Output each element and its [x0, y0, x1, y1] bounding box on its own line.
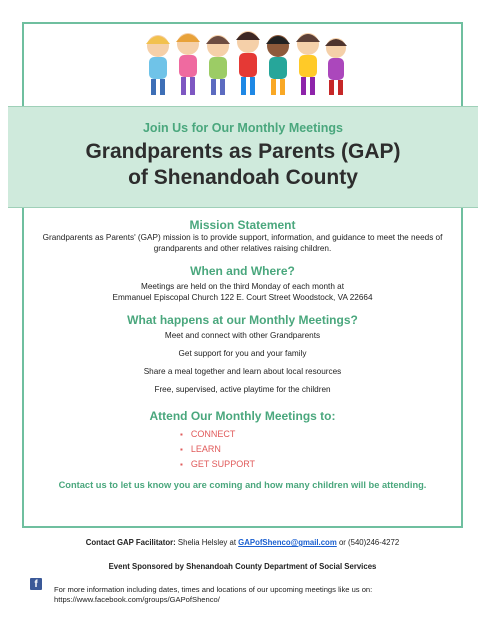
title-banner [8, 106, 478, 208]
mission-section [24, 218, 461, 254]
facebook-icon[interactable]: f [30, 578, 42, 590]
facilitator-label: Contact GAP Facilitator: [85, 538, 176, 547]
when-where-line1: Meetings are held on the third Monday of each month at [141, 282, 344, 291]
banner-title-line1: Grandparents as Parents (GAP) [85, 140, 401, 163]
when-where-line2: Emmanuel Episcopal Church 122 E. Court Street Woodstock, VA 22664 [112, 293, 373, 302]
when-where-heading: When and Where? [190, 264, 295, 278]
email-link[interactable]: GAPofShenco@gmail.com [238, 538, 337, 547]
attend-bullet: ▪ CONNECT [180, 427, 461, 442]
happens-heading: What happens at our Monthly Meetings? [127, 313, 358, 327]
happens-item: Get support for you and your family [178, 349, 307, 358]
happens-item: Free, supervised, active playtime for the children [154, 385, 331, 394]
attend-heading: Attend Our Monthly Meetings to: [149, 409, 336, 423]
attend-list [180, 427, 461, 472]
mission-heading: Mission Statement [189, 218, 296, 232]
happens-item: Meet and connect with other Grandparents [164, 331, 321, 340]
phone-number: or (540)246-4272 [338, 538, 400, 547]
contact-us-text: Contact us to let us know you are coming and how many children will be attending. [58, 480, 427, 490]
banner-title-line2: of Shenandoah County [128, 166, 358, 189]
facilitator-name: Shelia Helsley at [177, 538, 236, 547]
when-where-section [24, 264, 461, 303]
facebook-info-line1: For more information including dates, times and locations of our upcoming meetings like us on: [54, 585, 373, 594]
banner-subtitle: Join Us for Our Monthly Meetings [142, 121, 343, 135]
facilitator-line [0, 538, 485, 547]
main-content [24, 218, 461, 490]
mission-text: Grandparents as Parents' (GAP) mission is to provide support, information, and guidance to meet the needs of grandparents and other relatives raising children. [42, 233, 443, 253]
attend-section [24, 409, 461, 472]
children-illustration [138, 24, 348, 106]
happens-section [24, 313, 461, 399]
attend-bullet: ▪ LEARN [180, 442, 461, 457]
sponsor-line: Event Sponsored by Shenandoah County Department of Social Services [108, 562, 377, 571]
facebook-url[interactable]: https://www.facebook.com/groups/GAPofShenco/ [54, 595, 220, 604]
facebook-info [54, 585, 372, 605]
attend-bullet: ▪ GET SUPPORT [180, 457, 461, 472]
happens-item: Share a meal together and learn about local resources [143, 367, 342, 376]
